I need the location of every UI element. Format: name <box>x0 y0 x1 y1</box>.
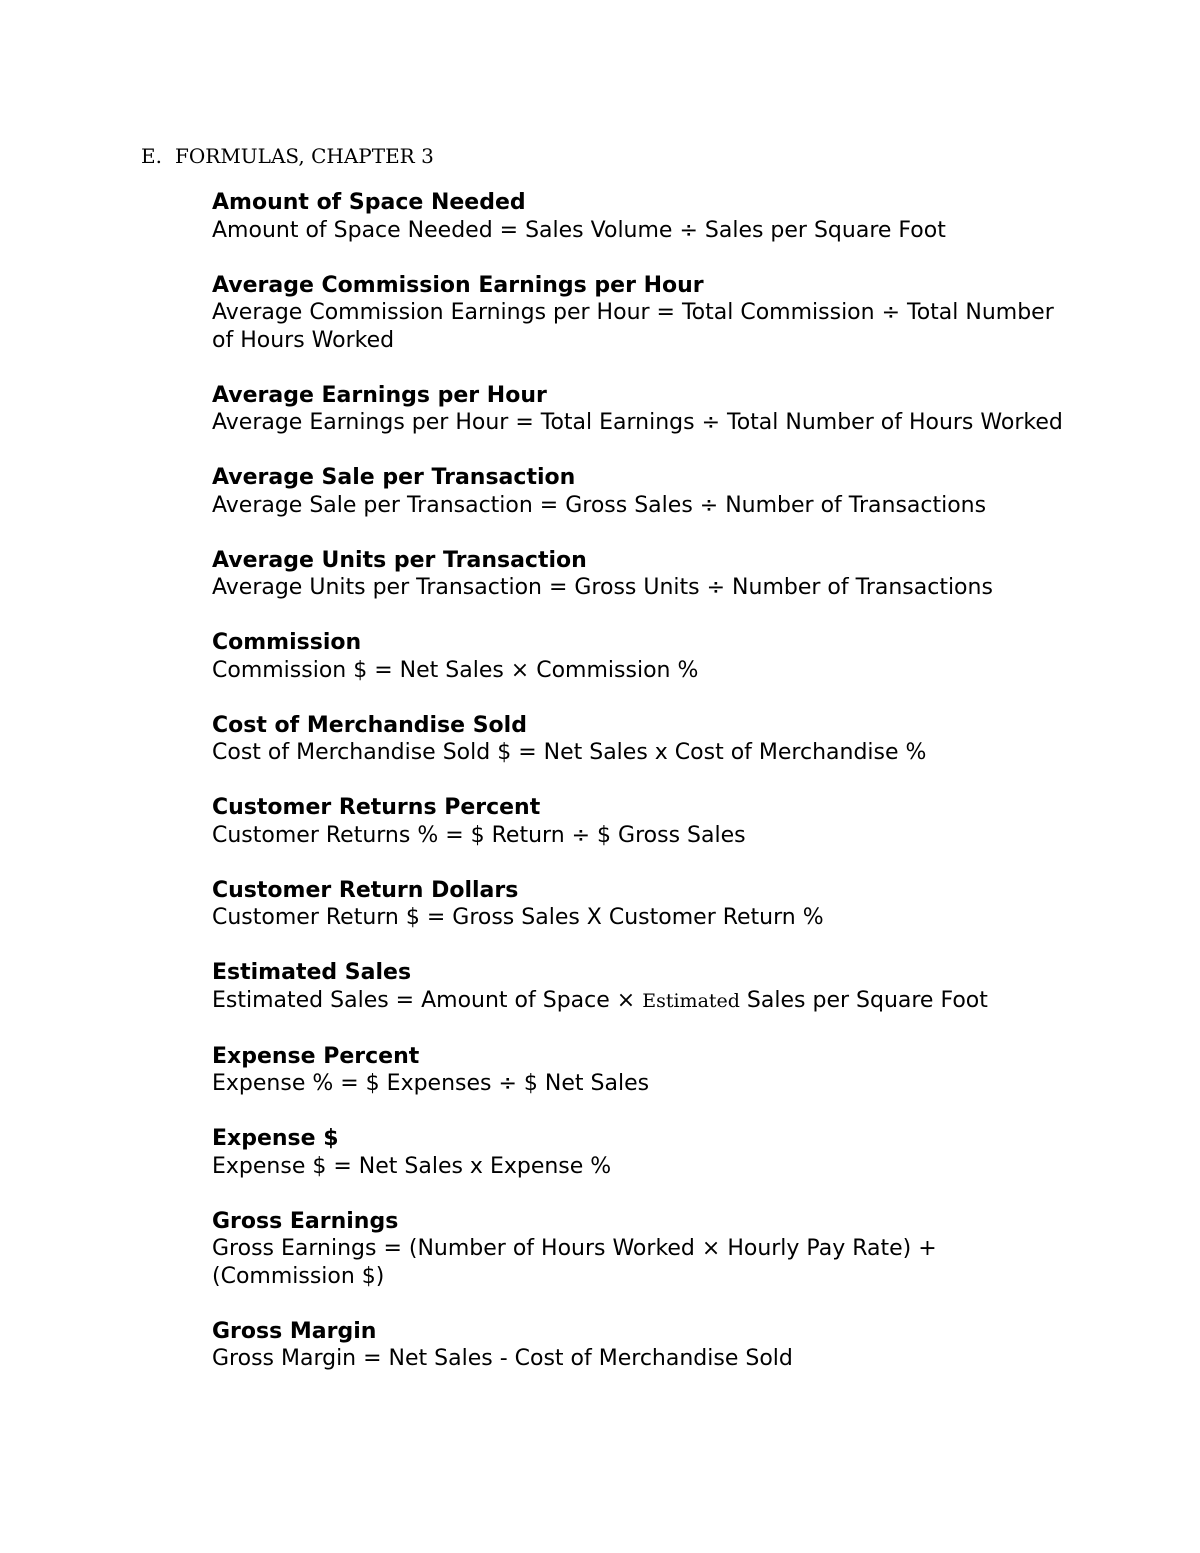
formula-text: Expense % = $ Expenses ÷ $ Net Sales <box>212 1071 650 1096</box>
formula-title: Customer Returns Percent <box>212 795 541 820</box>
formula-entry-cost-of-merchandise-sold <box>212 712 1072 767</box>
formula-entry-expense-dollars <box>212 1125 1072 1180</box>
formula-entry-customer-returns-percent <box>212 794 1072 849</box>
formula-text-part: Estimated Sales = Amount of Space × <box>212 987 643 1013</box>
formula-title: Average Commission Earnings per Hour <box>212 272 704 298</box>
formula-text: Commission $ = Net Sales × Commission % <box>212 657 699 683</box>
formula-title: Commission <box>212 630 362 655</box>
formula-title: Average Sale per Transaction <box>212 465 576 490</box>
formula-entry-estimated-sales <box>212 959 1072 1015</box>
formula-text: Customer Return $ = Gross Sales X Customer Return % <box>212 905 824 930</box>
formula-entry-expense-percent <box>212 1043 1072 1098</box>
formula-entry-average-units-per-transaction <box>212 547 1072 602</box>
formula-title: Gross Margin <box>212 1318 377 1344</box>
formula-text: Expense $ = Net Sales x Expense % <box>212 1153 612 1179</box>
formula-title: Gross Earnings <box>212 1208 399 1234</box>
section-heading <box>141 142 434 170</box>
formula-text: Average Sale per Transaction = Gross Sales ÷ Number of Transactions <box>212 492 987 518</box>
formula-title: Expense Percent <box>212 1043 420 1069</box>
formula-text <box>212 987 1072 1016</box>
formula-list <box>212 189 1072 1400</box>
formula-text: Amount of Space Needed = Sales Volume ÷ Sales per Square Foot <box>212 217 946 243</box>
formula-entry-gross-margin <box>212 1318 1072 1373</box>
formula-title: Estimated Sales <box>212 960 412 985</box>
formula-entry-customer-return-dollars <box>212 877 1072 932</box>
formula-entry-gross-earnings <box>212 1208 1072 1291</box>
formula-text: Gross Margin = Net Sales - Cost of Merchandise Sold <box>212 1346 793 1371</box>
formula-text: Customer Returns % = $ Return ÷ $ Gross Sales <box>212 822 746 848</box>
formula-title: Average Earnings per Hour <box>212 382 547 408</box>
formula-text: Average Units per Transaction = Gross Units ÷ Number of Transactions <box>212 575 993 600</box>
formula-text: Gross Earnings = (Number of Hours Worked × Hourly Pay Rate) + (Commission $) <box>212 1236 937 1289</box>
formula-title: Cost of Merchandise Sold <box>212 712 527 738</box>
formula-entry-average-earnings-per-hour <box>212 382 1072 437</box>
formula-title: Amount of Space Needed <box>212 190 526 215</box>
formula-title: Expense $ <box>212 1126 339 1151</box>
formula-serif-word: Estimated <box>642 989 740 1012</box>
section-title: FORMULAS, CHAPTER 3 <box>175 144 434 168</box>
formula-title: Average Units per Transaction <box>212 547 587 573</box>
formula-text: Average Commission Earnings per Hour = Total Commission ÷ Total Number of Hours Worked <box>212 300 1054 353</box>
formula-entry-amount-of-space-needed <box>212 189 1072 244</box>
formula-entry-average-commission-earnings-per-hour <box>212 272 1072 355</box>
section-letter: E. <box>141 144 162 168</box>
formula-text-part: Sales per Square Foot <box>739 987 988 1013</box>
formula-entry-average-sale-per-transaction <box>212 464 1072 519</box>
formula-text: Average Earnings per Hour = Total Earnings ÷ Total Number of Hours Worked <box>212 410 1063 435</box>
formula-text: Cost of Merchandise Sold $ = Net Sales x Cost of Merchandise % <box>212 740 927 765</box>
formula-title: Customer Return Dollars <box>212 877 519 903</box>
formula-entry-commission <box>212 629 1072 684</box>
